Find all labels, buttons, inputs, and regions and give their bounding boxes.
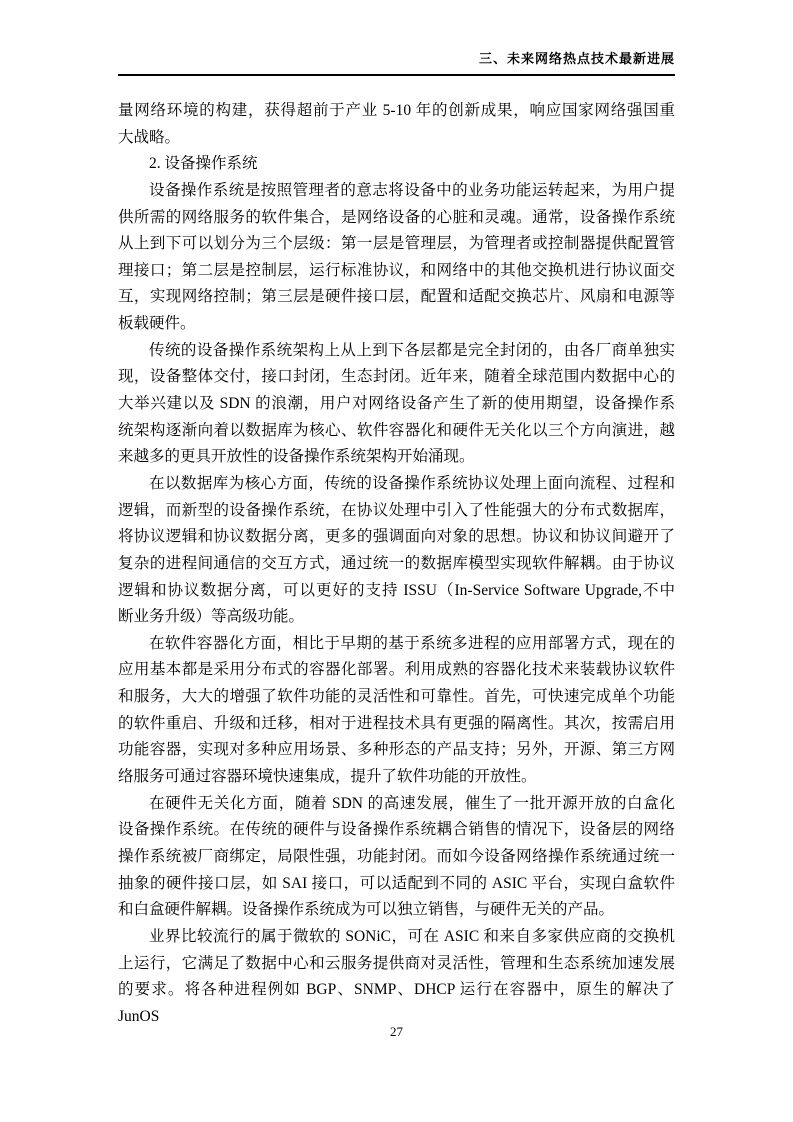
paragraph-line: 来越多的更具开放性的设备操作系统架构开始涌现。 [118,448,475,466]
paragraph-line: 应用基本都是采用分布式的容器化部署。利用成熟的容器化技术来装载协议软件 [118,661,675,679]
paragraph-line: 在软件容器化方面，相比于早期的基于系统多进程的应用部署方式，现在的 [149,634,675,652]
paragraph-line: 大举兴建以及 SDN 的浪潮，用户对网络设备产生了新的使用期望，设备操作系 [118,395,675,413]
paragraph-line: 逻辑，而新型的设备操作系统，在协议处理中引入了性能强大的分布式数据库， [118,501,675,519]
paragraph-line: 理接口；第二层是控制层，运行标准协议，和网络中的其他交换机进行协议面交 [118,261,675,279]
paragraph-line: 复杂的进程间通信的交互方式，通过统一的数据库模型实现软件解耦。由于协议 [118,554,675,572]
paragraph-line: 业界比较流行的属于微软的 SONiC，可在 ASIC 和来自多家供应商的交换机 [149,927,675,945]
paragraph-line: 将协议逻辑和协议数据分离，更多的强调面向对象的思想。协议和协议间避开了 [118,528,675,546]
paragraph-line: 设备操作系统是按照管理者的意志将设备中的业务功能运转起来，为用户提 [149,181,675,199]
body-text [118,98,675,1025]
running-header [118,48,675,76]
paragraph-line: 抽象的硬件接口层，如 SAI 接口，可以适配到不同的 ASIC 平台，实现白盒软件 [118,874,675,892]
paragraph-line: 络服务可通过容器环境快速集成，提升了软件功能的开放性。 [118,768,537,786]
paragraph-line: 现，设备整体交付，接口封闭，生态封闭。近年来，随着全球范围内数据中心的 [118,368,675,386]
paragraph-line: 和服务，大大的增强了软件功能的灵活性和可靠性。首先，可快速完成单个功能 [118,688,675,706]
page-footer [118,1024,675,1040]
paragraph-line: 设备操作系统。在传统的硬件与设备操作系统耦合销售的情况下，设备层的网络 [118,821,675,839]
paragraph-line: 和白盒硬件解耦。设备操作系统成为可以独立销售，与硬件无关的产品。 [118,901,615,919]
paragraph-line: 互，实现网络控制；第三层是硬件接口层，配置和适配交换芯片、风扇和电源等 [118,288,675,306]
paragraph-line: 断业务升级）等高级功能。 [118,608,305,626]
paragraph-line: 量网络环境的构建，获得超前于产业 5-10 年的创新成果，响应国家网络强国重 [118,102,675,119]
page-number: 27 [390,1024,403,1039]
paragraph-line: 上运行，它满足了数据中心和云服务提供商对灵活性，管理和生态系统加速发展 [118,954,675,972]
paragraph-line: 统架构逐渐向着以数据库为核心、软件容器化和硬件无关化以三个方向演进，越 [118,421,675,439]
section-heading: 2. 设备操作系统 [149,155,258,173]
paragraph-line: 在以数据库为核心方面，传统的设备操作系统协议处理上面向流程、过程和 [149,474,675,492]
paragraph-line: 从上到下可以划分为三个层级：第一层是管理层，为管理者或控制器提供配置管 [118,235,675,253]
running-header-title: 三、未来网络热点技术最新进展 [478,51,675,66]
paragraph-line: 功能容器，实现对多种应用场景、多种形态的产品支持；另外，开源、第三方网 [118,741,675,759]
paragraph-line: 传统的设备操作系统架构上从上到下各层都是完全封闭的，由各厂商单独实 [149,341,675,359]
paragraph-line: 的软件重启、升级和迁移，相对于进程技术具有更强的隔离性。其次，按需启用 [118,714,675,732]
paragraph-line: 大战略。 [118,128,181,146]
paragraph-line: 操作系统被厂商绑定，局限性强，功能封闭。而如今设备网络操作系统通过统一 [118,847,675,865]
paragraph-line: 在硬件无关化方面，随着 SDN 的高速发展，催生了一批开源开放的白盒化 [149,794,675,812]
paragraph-line: 供所需的网络服务的软件集合，是网络设备的心脏和灵魂。通常，设备操作系统 [118,208,675,226]
paragraph-line: 板载硬件。 [118,315,196,333]
paragraph-line: 的要求。将各种进程例如 BGP、SNMP、DHCP 运行在容器中，原生的解决了 JunOS [118,981,675,1025]
paragraph-line: 逻辑和协议数据分离，可以更好的支持 ISSU（In-Service Software Upgrade,不中 [118,581,675,599]
